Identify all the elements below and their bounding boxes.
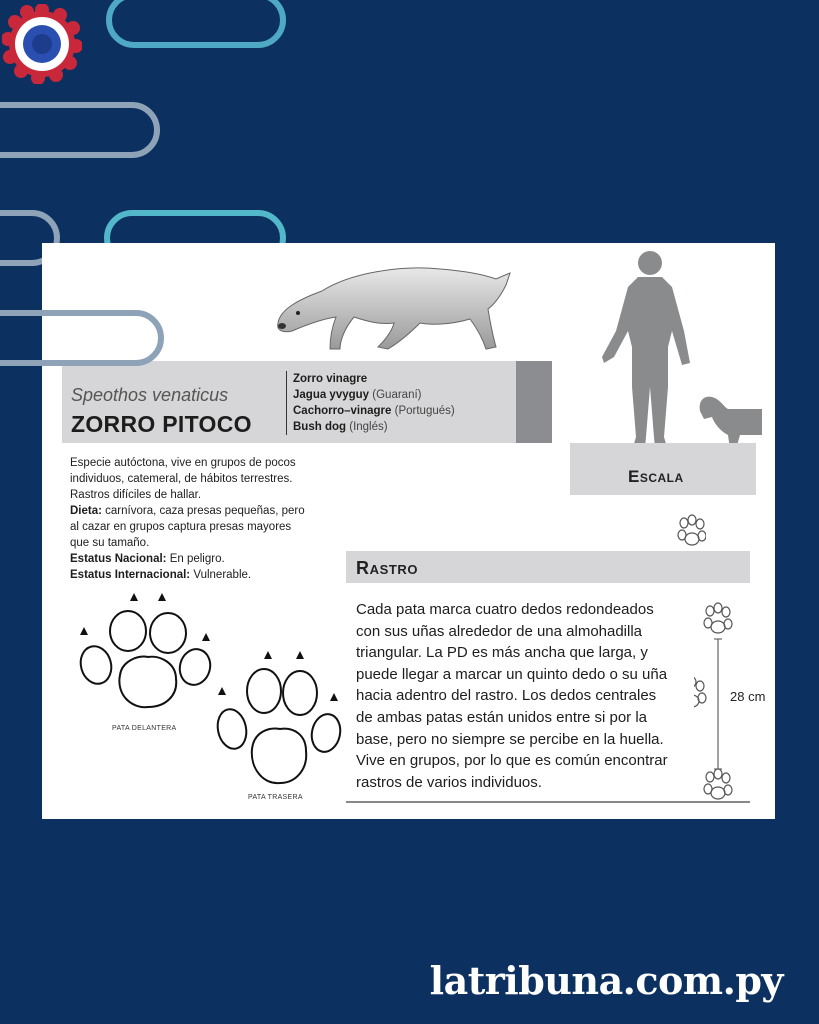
front-paw-label: PATA DELANTERA: [112, 725, 177, 732]
divider: [346, 801, 750, 803]
national-status-label: Estatus Nacional:: [70, 553, 167, 565]
decorative-pill: [0, 102, 160, 158]
rastro-title: Rastro: [356, 558, 419, 578]
rastro-text: Cada pata marca cuatro dedos redondeados con sus uñas alrededor de una almohadilla triangular. La PD es más ancha que larga, y puede llegar a marcar un quinto dedo o su uña hacia adentro del rastro. Los dedos centrales de ambas patas están unidos entre si por la base, pero no siempre se percibe en la huella. Vive en grupos, por lo que es común encontrar rastros de varios individuos.: [356, 601, 668, 791]
decorative-pill: [0, 310, 164, 366]
national-status: En peligro.: [166, 553, 225, 565]
diet-label: Dieta:: [70, 505, 102, 517]
scale-silhouettes: [572, 247, 762, 467]
alt-name-item: Jagua yvyguy (Guaraní): [293, 389, 422, 401]
rear-paw-diagram: [210, 647, 346, 797]
track-sequence-illustration: [694, 599, 774, 809]
species-name-band: [62, 361, 552, 443]
scale-band: [570, 443, 756, 495]
description-intro: Especie autóctona, vive en grupos de pocos individuos, catemeral, de hábitos terrestres. Rastros difíciles de hallar.: [70, 457, 296, 501]
alt-name-item: Zorro vinagre: [293, 373, 368, 385]
alt-name-item: Bush dog (Inglés): [293, 421, 388, 433]
front-paw-diagram: [72, 591, 222, 721]
band-tab: [516, 361, 552, 443]
bush-dog-illustration: [270, 251, 520, 355]
site-watermark: latribuna.com.py: [429, 958, 783, 1003]
decorative-pill: [106, 0, 286, 48]
diet-text: carnívora, caza presas pequeñas, pero al cazar en grupos captura presas mayores que su tamaño.: [70, 505, 305, 549]
scientific-name: Speothos venaticus: [71, 385, 229, 405]
rastro-band: [346, 551, 750, 583]
common-name: ZORRO PITOCO: [71, 411, 252, 437]
international-status-label: Estatus Internacional:: [70, 569, 191, 581]
species-description: [70, 455, 310, 583]
cockade-icon: [2, 4, 82, 84]
alt-name-item: Cachorro–vinagre (Portugués): [293, 405, 455, 417]
paw-print-icon: [676, 513, 706, 553]
international-status: Vulnerable.: [190, 569, 252, 581]
rear-paw-label: PATA TRASERA: [248, 794, 303, 801]
scale-label: Escala: [628, 467, 684, 486]
alt-names-list: [286, 371, 455, 435]
distance-label: 28 cm: [730, 689, 766, 704]
